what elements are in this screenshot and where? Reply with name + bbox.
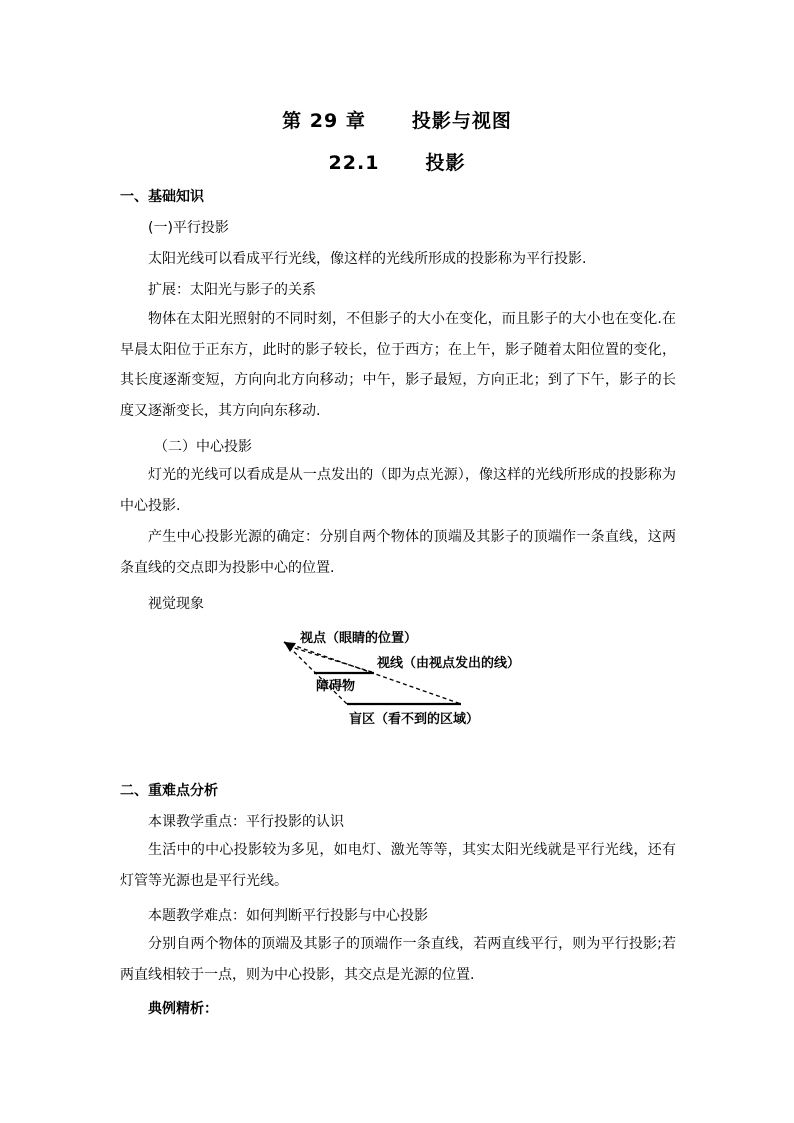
paragraph-light-sources: 生活中的中心投影较为多见，如电灯、激光等等，其实太阳光线就是平行光线，还有灯管等光源也是平行光线。 <box>120 842 676 889</box>
viewpoint-label: 视点（眼睛的位置） <box>300 631 418 646</box>
viewpoint-arrowhead <box>284 642 296 652</box>
paragraph-parallel-definition: 太阳光线可以看成平行光线，像这样的光线所形成的投影称为平行投影. <box>148 251 587 267</box>
heading-key-points: 二、重难点分析 <box>120 783 218 799</box>
chapter-number: 第 29 章 <box>282 110 366 132</box>
subheading-central-projection: （二）中心投影 <box>154 439 252 455</box>
blind-zone-label: 盲区（看不到的区域） <box>349 712 480 727</box>
heading-basic-knowledge: 一、基础知识 <box>120 189 204 205</box>
paragraph-central-definition: 灯光的光线可以看成是从一点发出的（即为点光源），像这样的光线所形成的投影称为中心投影. <box>120 467 676 514</box>
example-analysis-label: 典例精析： <box>148 1001 218 1017</box>
obstacle-label: 障碍物 <box>316 679 356 694</box>
paragraph-sun-shadow: 物体在太阳光照射的不同时刻，不但影子的大小在变化，而且影子的大小也在变化.在早晨太阳位于正东方，此时的影子较长，位于西方；在上午，影子随着太阳位置的变化，其长度逐渐变短，方向向北方向移动；中午，影子最短，方向正北；到了下午，影子的长度又逐渐变长，其方向向东移动. <box>120 311 676 419</box>
teaching-focus: 本课教学重点：平行投影的认识 <box>148 814 344 830</box>
paragraph-central-source: 产生中心投影光源的确定：分别自两个物体的顶端及其影子的顶端作一条直线，这两条直线的交点即为投影中心的位置. <box>120 529 676 576</box>
expand-label: 扩展：太阳光与影子的关系 <box>148 282 316 298</box>
section-number: 22.1 <box>328 152 380 174</box>
sightline-label: 视线（由视点发出的线） <box>377 656 521 671</box>
section-name: 投影 <box>425 152 466 174</box>
subheading-parallel-projection: (一)平行投影 <box>148 220 229 236</box>
chapter-name: 投影与视图 <box>411 110 512 132</box>
paragraph-judgement-method: 分别自两个物体的顶端及其影子的顶端作一条直线，若两直线平行，则为平行投影;若两直线相较于一点，则为中心投影，其交点是光源的位置. <box>120 936 676 983</box>
teaching-difficulty: 本题教学难点：如何判断平行投影与中心投影 <box>148 908 428 924</box>
visual-phenomenon-label: 视觉现象 <box>148 596 204 612</box>
